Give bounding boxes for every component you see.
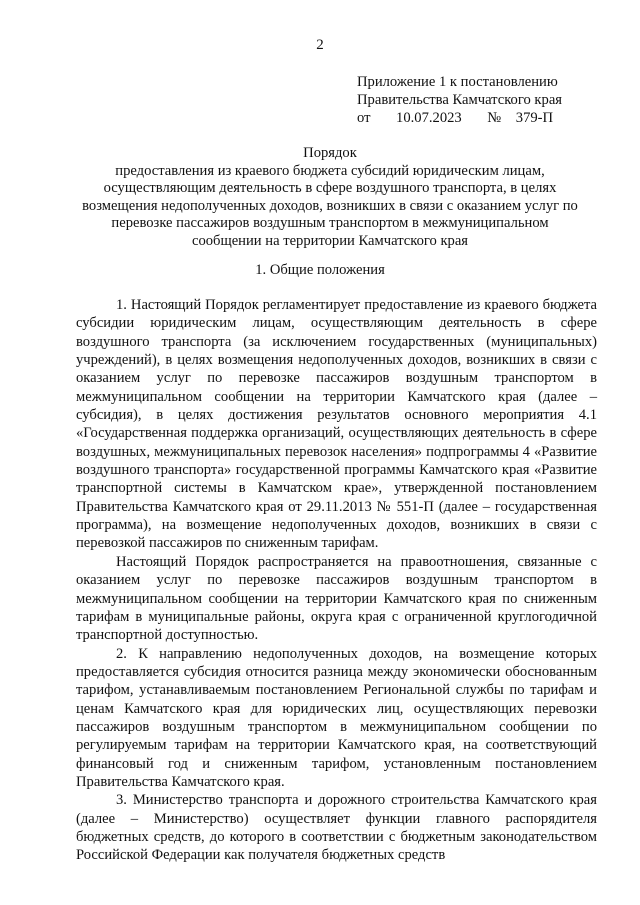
title-line-3: возмещения недополученных доходов, возникших в связи с оказанием услуг по — [82, 197, 578, 214]
document-title — [60, 145, 600, 251]
body-text — [76, 296, 597, 865]
section-heading: 1. Общие положения — [255, 262, 385, 278]
title-line-1: предоставления из краевого бюджета субсидий юридическим лицам, — [115, 162, 545, 179]
title-line-2: осуществляющим деятельность в сфере воздушного транспорта, в целях — [103, 180, 557, 197]
paragraph: Настоящий Порядок распространяется на правоотношения, связанные с оказанием услуг по перевозке пассажиров воздушным транспортом в межмуниципальном сообщении на территории Камчатского края по сниженным тарифам в муниципальные районы, округа края с ограниченной круглогодичной транспортной доступностью. — [76, 553, 597, 644]
paragraph: 2. К направлению недополученных доходов, на возмещение которых предоставляется субсидия относится разница между экономически обоснованным тарифом, устанавливаемым постановлением Региональной службы по тарифам и ценам Камчатского края для юридических лиц, осуществляющих перевозки пассажиров воздушным транспортом в межмуниципальном сообщении по регулируемым тарифам на территории Камчатского края, на соответствующий финансовый год и сниженным тарифом, установленным постановлением Правительства Камчатского края. — [76, 645, 597, 790]
title-heading: Порядок — [303, 145, 357, 161]
appendix-block — [357, 73, 562, 127]
paragraph: 1. Настоящий Порядок регламентирует предоставление из краевого бюджета субсидии юридическим лицам, осуществляющим деятельность в сфере воздушного транспорта (за исключением государственных (муниципальных) учреждений), в целях возмещения недополученных доходов, возникших в связи с оказанием услуг по перевозке пассажиров воздушным транспортом в межмуниципальном сообщении на территории Камчатского края (далее – субсидия), в целях достижения результатов основного мероприятия 4.1 «Государственная поддержка организаций, осуществляющих деятельность в сфере воздушных, межмуниципальных перевозок населения» подпрограммы 4 «Развитие воздушного транспорта» государственной программы Камчатского края «Развитие транспортной системы в Камчатском крае», утвержденной постановлением Правительства Камчатского края от 29.11.2013 № 551-П (далее – государственная программа), на возмещение недополученных доходов, возникших в связи с перевозкой пассажиров по сниженным тарифам. — [76, 297, 597, 552]
title-line-4: перевозке пассажиров воздушным транспортом в межмуниципальном — [111, 215, 549, 232]
appendix-number: 379-П — [515, 110, 554, 126]
paragraph: 3. Министерство транспорта и дорожного строительства Камчатского края (далее – Министерство) осуществляет функции главного распорядителя бюджетных средств, до которого в соответствии с бюджетным законодательством Российской Федерации как получателя бюджетных средств — [76, 792, 597, 864]
appendix-from-label: от — [357, 110, 371, 126]
appendix-date-row — [357, 109, 562, 127]
appendix-number-label: № — [487, 110, 502, 126]
appendix-line-1: Приложение 1 к постановлению — [357, 74, 558, 90]
appendix-line-2: Правительства Камчатского края — [357, 92, 563, 108]
title-line-5: сообщении на территории Камчатского края — [191, 232, 469, 249]
appendix-date: 10.07.2023 — [396, 110, 462, 126]
page-number: 2 — [316, 37, 324, 53]
